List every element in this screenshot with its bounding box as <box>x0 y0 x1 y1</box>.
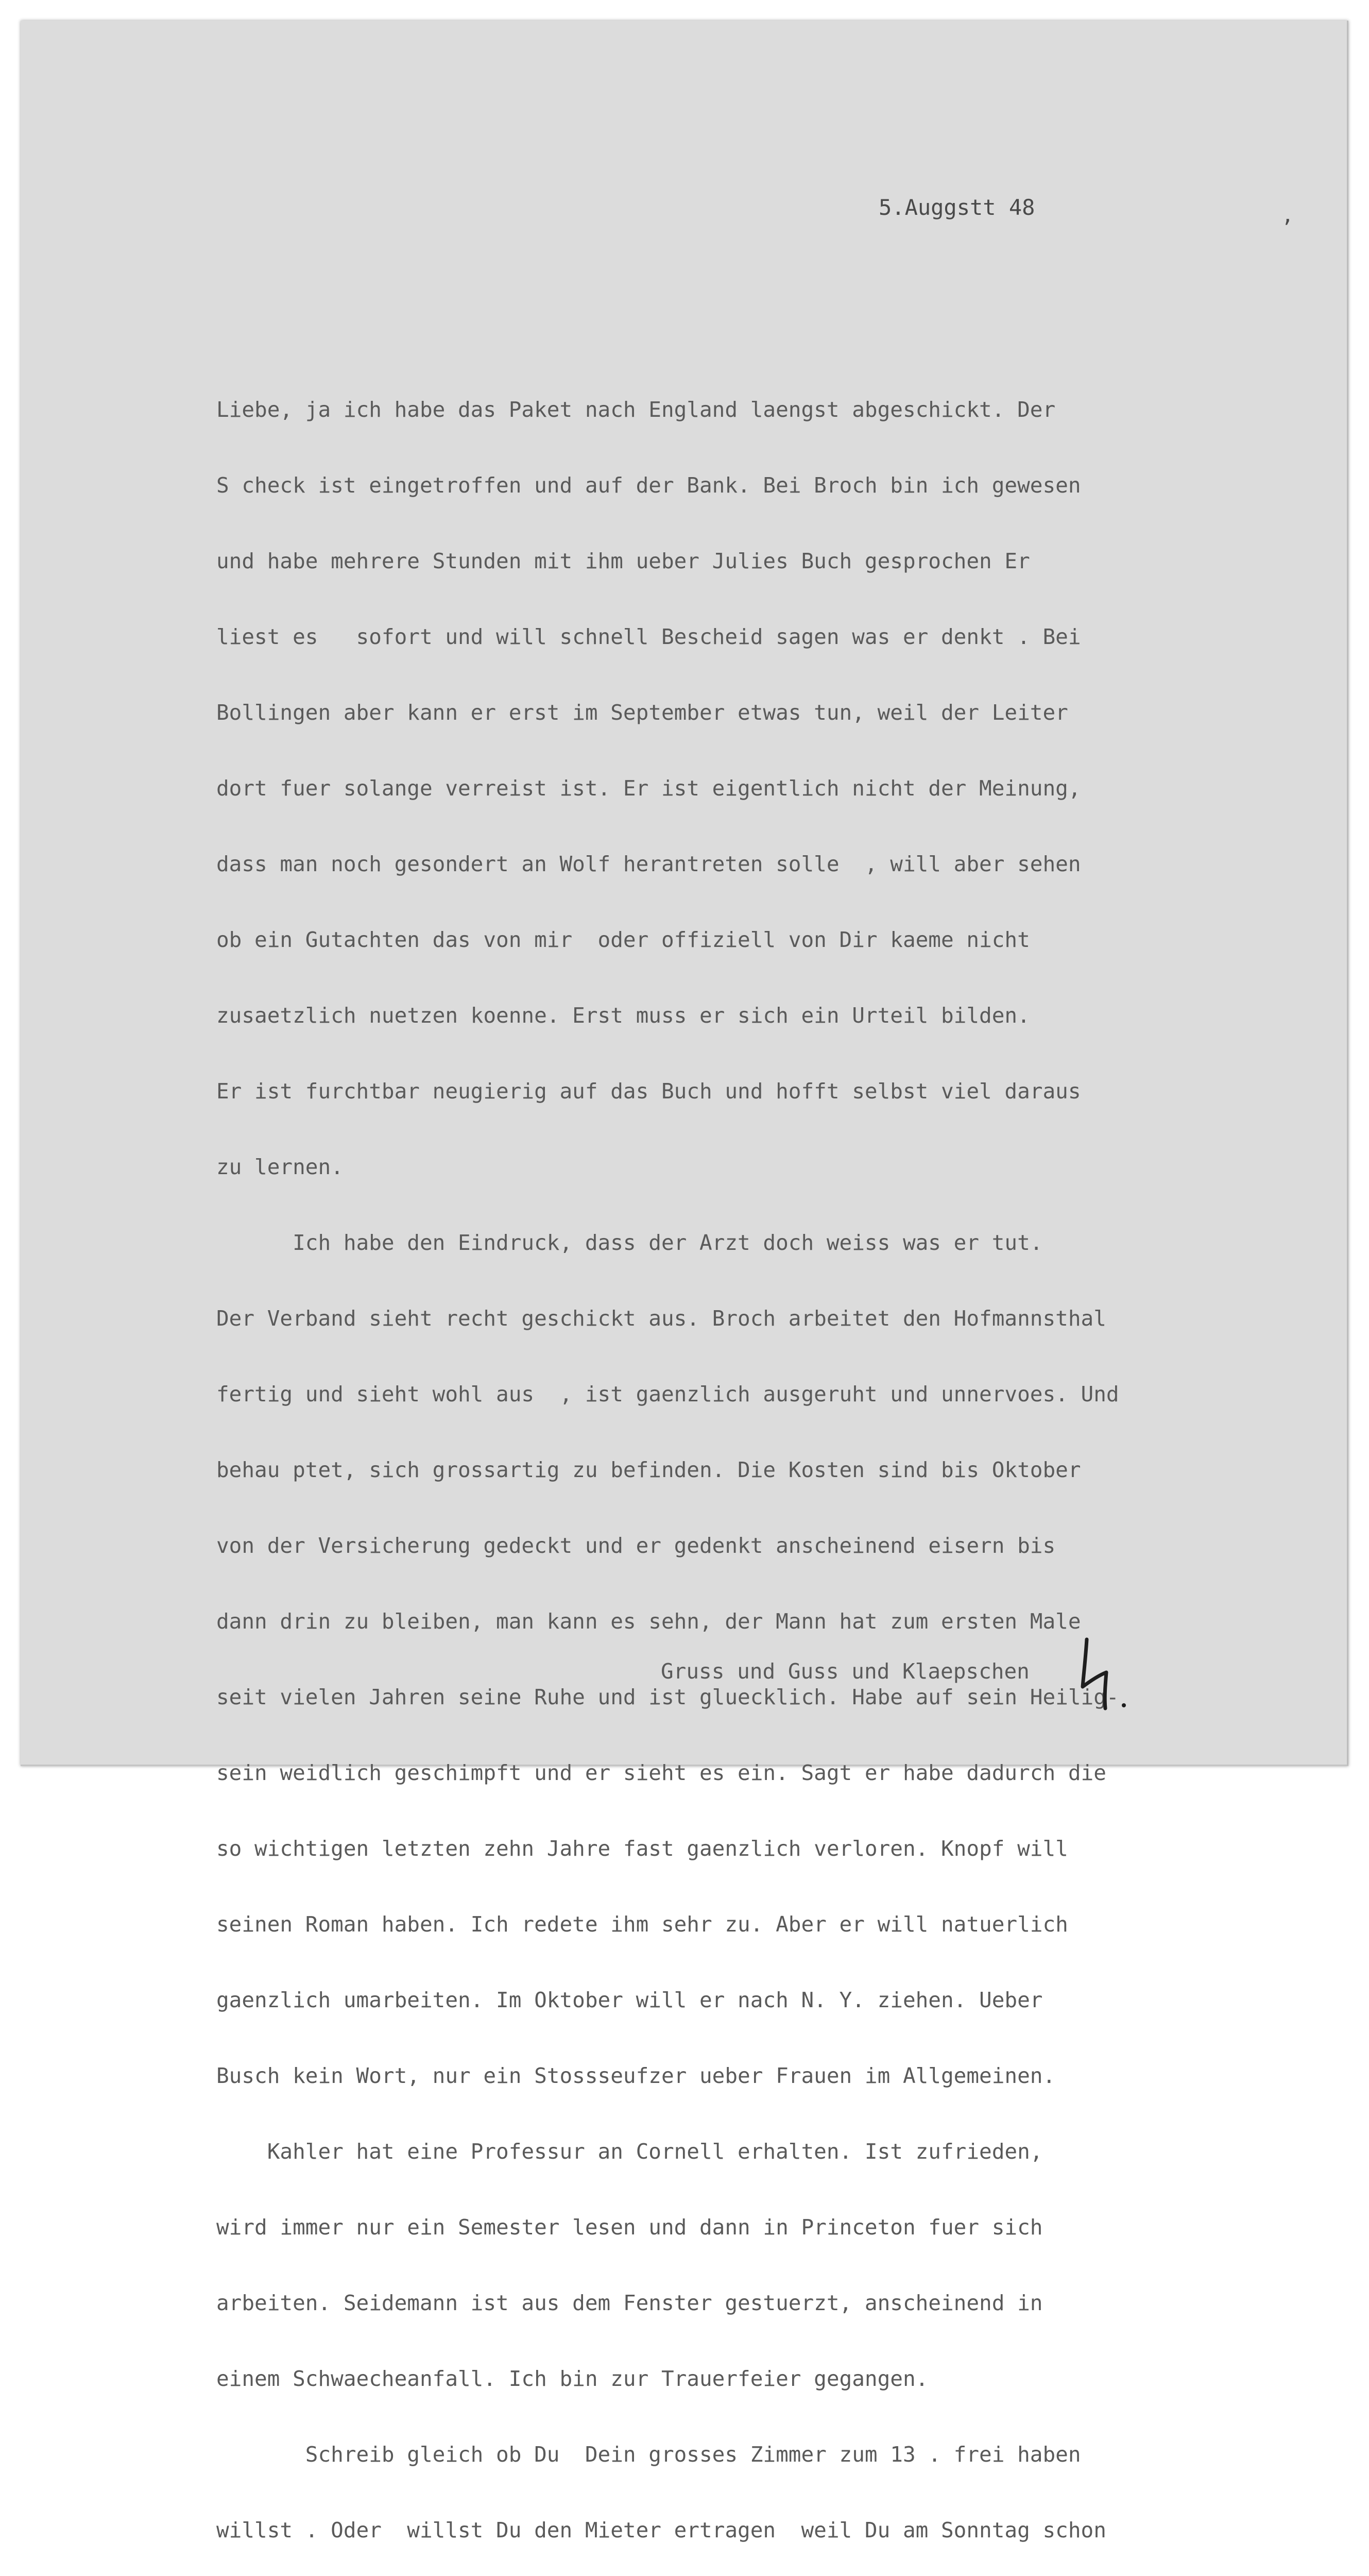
handwritten-signature <box>1075 1633 1127 1710</box>
body-line: S check ist eingetroffen und auf der Bank. Bei Broch bin ich gewesen <box>216 473 1081 498</box>
body-line: und habe mehrere Stunden mit ihm ueber Julies Buch gesprochen Er <box>216 549 1030 573</box>
body-line: liest es sofort und will schnell Bescheid sagen was er denkt . Bei <box>216 624 1081 649</box>
body-line: dort fuer solange verreist ist. Er ist eigentlich nicht der Meinung, <box>216 776 1081 801</box>
body-line: Busch kein Wort, nur ein Stossseufzer ueber Frauen im Allgemeinen. <box>216 2063 1056 2088</box>
body-line: Der Verband sieht recht geschickt aus. Broch arbeitet den Hofmannsthal <box>216 1306 1106 1331</box>
body-line: einem Schwaecheanfall. Ich bin zur Trauerfeier gegangen. <box>216 2366 929 2391</box>
body-line: gaenzlich umarbeiten. Im Oktober will er nach N. Y. ziehen. Ueber <box>216 1988 1043 2012</box>
body-line: seit vielen Jahren seine Ruhe und ist gluecklich. Habe auf sein Heilig- <box>216 1685 1119 1709</box>
body-line: Ich habe den Eindruck, dass der Arzt doch weiss was er tut. <box>216 1230 1043 1255</box>
body-line: Kahler hat eine Professur an Cornell erhalten. Ist zufrieden, <box>216 2139 1043 2164</box>
body-line: fertig und sieht wohl aus , ist gaenzlich ausgeruht und unnervoes. Und <box>216 1382 1119 1406</box>
body-line: dann drin zu bleiben, man kann es sehn, der Mann hat zum ersten Male <box>216 1609 1081 1634</box>
body-line: behau ptet, sich grossartig zu befinden. Die Kosten sind bis Oktober <box>216 1458 1081 1482</box>
body-line: von der Versicherung gedeckt und er gedenkt anscheinend eisern bis <box>216 1533 1056 1558</box>
body-line: Er ist furchtbar neugierig auf das Buch und hofft selbst viel daraus <box>216 1079 1081 1104</box>
body-line: sein weidlich geschimpft und er sieht es ein. Sagt er habe dadurch die <box>216 1760 1106 1785</box>
body-line: Bollingen aber kann er erst im September etwas tun, weil der Leiter <box>216 700 1068 725</box>
body-line: Liebe, ja ich habe das Paket nach England laengst abgeschickt. Der <box>216 397 1056 422</box>
body-line: dass man noch gesondert an Wolf herantreten solle , will aber sehen <box>216 852 1081 876</box>
body-line: Schreib gleich ob Du Dein grosses Zimmer zum 13 . frei haben <box>216 2442 1081 2467</box>
body-line: zusaetzlich nuetzen koenne. Erst muss er sich ein Urteil bilden. <box>216 1003 1030 1028</box>
body-line: ob ein Gutachten das von mir oder offiziell von Dir kaeme nicht <box>216 927 1030 952</box>
body-line: zu lernen. <box>216 1155 344 1179</box>
date-mark: , <box>1281 204 1294 227</box>
body-line: seinen Roman haben. Ich redete ihm sehr zu. Aber er will natuerlich <box>216 1912 1068 1937</box>
letter-date: 5.Auggstt 48 <box>879 195 1035 220</box>
body-line: arbeiten. Seidemann ist aus dem Fenster gestuerzt, anscheinend in <box>216 2291 1043 2315</box>
body-line: willst . Oder willst Du den Mieter ertragen weil Du am Sonntag schon <box>216 2518 1106 2543</box>
body-line: so wichtigen letzten zehn Jahre fast gaenzlich verloren. Knopf will <box>216 1836 1068 1861</box>
letter-page <box>21 21 1348 2543</box>
letter-closing: Gruss und Guss und Klaepschen <box>661 1659 1030 1684</box>
body-line: wird immer nur ein Semester lesen und dann in Princeton fuer sich <box>216 2215 1043 2240</box>
letter-body <box>216 347 1119 2576</box>
